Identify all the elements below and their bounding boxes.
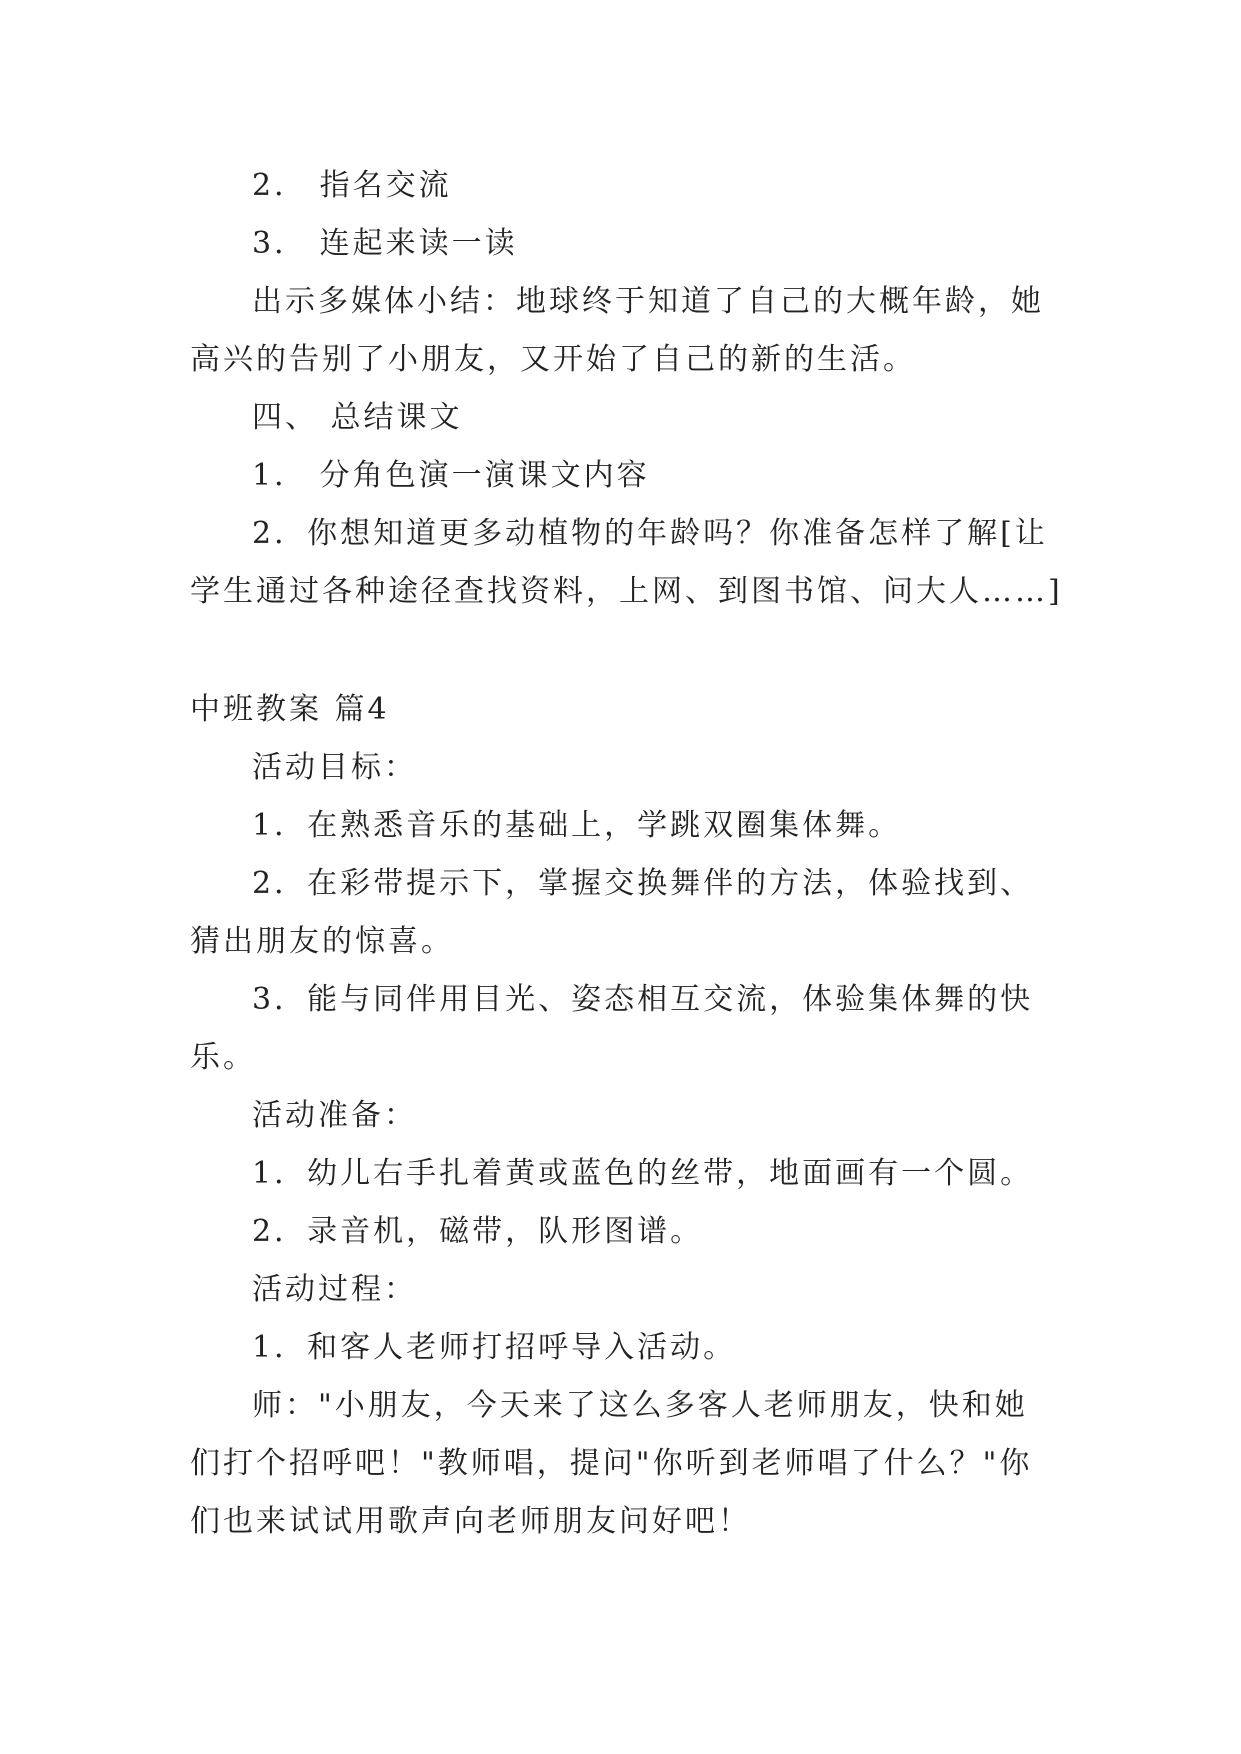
list-item: 3． 连起来读一读 bbox=[252, 226, 518, 261]
section-heading: 活动过程： bbox=[252, 1272, 417, 1307]
paragraph-line: 出示多媒体小结：地球终于知道了自己的大概年龄，她 bbox=[252, 284, 1044, 319]
section-heading: 四、 总结课文 bbox=[252, 400, 463, 435]
list-item: 1． 分角色演一演课文内容 bbox=[252, 458, 650, 493]
paragraph-line: 高兴的告别了小朋友，又开始了自己的新的生活。 bbox=[190, 342, 916, 377]
section-heading: 活动目标： bbox=[252, 750, 417, 785]
list-item: 1．和客人老师打招呼导入活动。 bbox=[252, 1330, 737, 1365]
paragraph-line: 师："小朋友，今天来了这么多客人老师朋友，快和她 bbox=[252, 1388, 1028, 1423]
paragraph-line: 乐。 bbox=[190, 1040, 256, 1075]
lesson-title: 中班教案 篇4 bbox=[190, 692, 390, 727]
paragraph-line: 猜出朋友的惊喜。 bbox=[190, 924, 454, 959]
paragraph-line: 们打个招呼吧！"教师唱，提问"你听到老师唱了什么？"你 bbox=[190, 1446, 1033, 1481]
list-item: 2． 指名交流 bbox=[252, 168, 452, 203]
list-item: 2．录音机，磁带，队形图谱。 bbox=[252, 1214, 704, 1249]
list-item: 3．能与同伴用目光、姿态相互交流，体验集体舞的快 bbox=[252, 982, 1034, 1017]
paragraph-line: 学生通过各种途径查找资料，上网、到图书馆、问大人……] bbox=[190, 574, 1063, 609]
list-item: 2．在彩带提示下，掌握交换舞伴的方法，体验找到、 bbox=[252, 866, 1034, 901]
list-item: 1．在熟悉音乐的基础上，学跳双圈集体舞。 bbox=[252, 808, 902, 843]
section-heading: 活动准备： bbox=[252, 1098, 417, 1133]
list-item: 1．幼儿右手扎着黄或蓝色的丝带，地面画有一个圆。 bbox=[252, 1156, 1034, 1191]
list-item: 2．你想知道更多动植物的年龄吗？你准备怎样了解[让 bbox=[252, 516, 1048, 551]
paragraph-line: 们也来试试用歌声向老师朋友问好吧！ bbox=[190, 1504, 751, 1539]
